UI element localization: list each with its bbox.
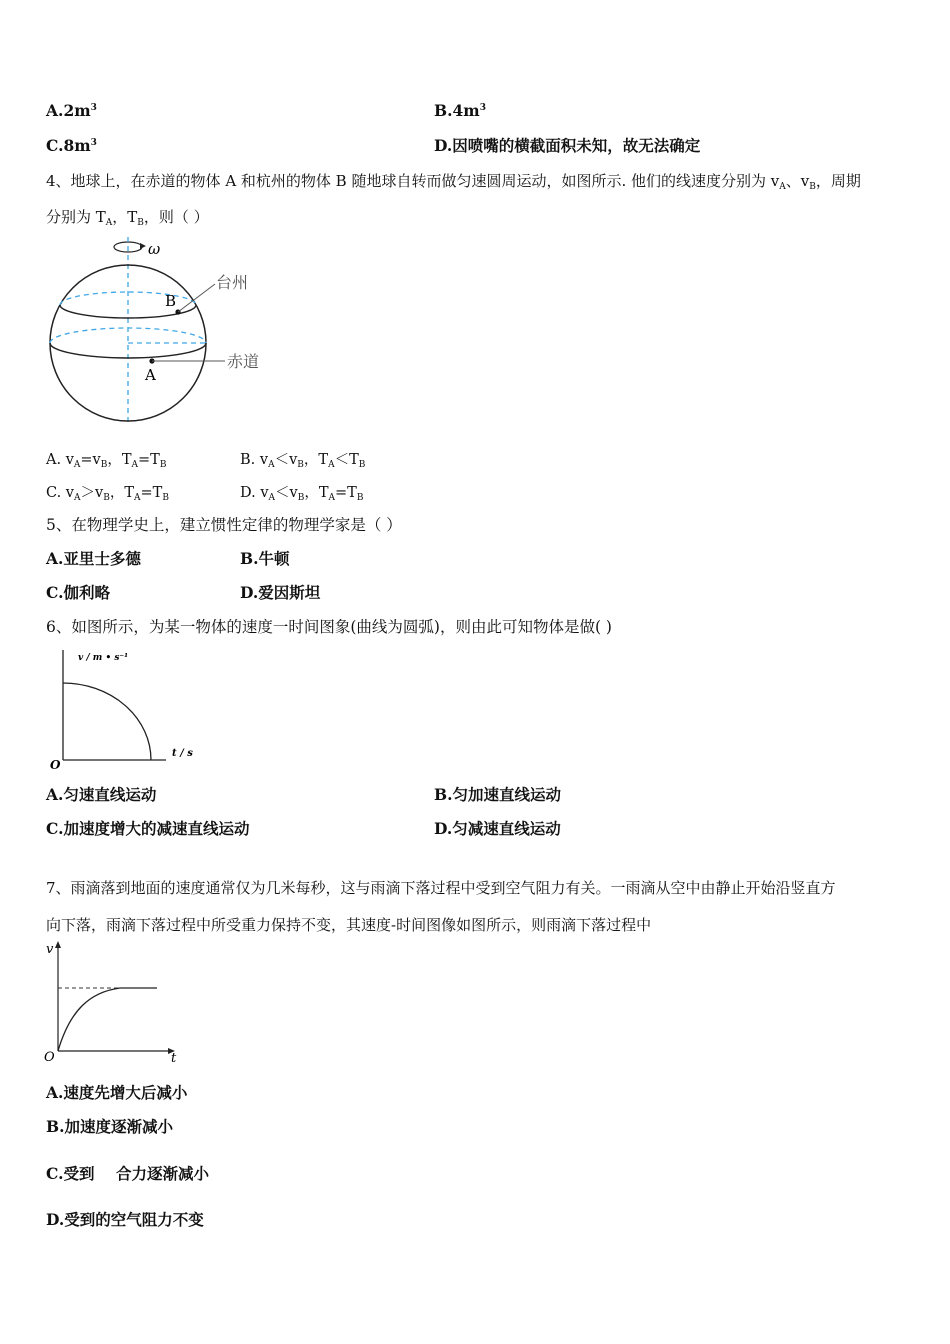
q7-stem-line1: 7、雨滴落到地面的速度通常仅为几米每秒，这与雨滴下落过程中受到空气阻力有关。一雨滴从空中由静止开始沿竖直方 [46,879,836,897]
q7-stem-line2: 向下落，雨滴下落过程中所受重力保持不变，其速度-时间图像如图所示，则雨滴下落过程中 [46,916,652,934]
q5-option-d: D.爱因斯坦 [240,583,321,602]
q4-stem-line2: 分别为 $T_A$，$T_B$，则（ ） [46,208,209,228]
q6-vt-graph [46,648,226,773]
q5-stem: 5、在物理学史上，建立惯性定律的物理学家是（ ） [46,516,402,534]
q6-stem: 6、如图所示，为某一物体的速度一时间图象(曲线为圆弧)，则由此可知物体是做( ) [46,618,612,636]
q3-option-a: $A.2m^3$ [46,101,97,120]
q7-y-axis-label: v [46,942,54,957]
q6-x-axis-label: t / s [172,748,193,759]
q7-y-arrow-icon [55,941,61,948]
omega-arrowhead-icon [140,243,146,249]
q4-earth-figure [40,237,320,437]
omega-label: ω [148,240,161,258]
q4-option-a: A. $v_A=v_B$，$T_A=T_B$ [46,452,167,470]
q6-y-axis-label: v / m • s⁻¹ [78,653,129,663]
q7-velocity-curve [58,988,157,1051]
city-label: 台州 [216,273,249,292]
q3-option-b: $B.4m^3$ [434,101,486,120]
q7-x-axis-label: t [171,1051,177,1066]
q4-option-b: B. $v_A<v_B$，$T_A<T_B$ [240,452,366,470]
q6-option-a: A.匀速直线运动 [46,785,157,804]
q7-option-a: A.速度先增大后减小 [46,1083,188,1102]
q4-stem-line1: 4、地球上，在赤道的物体 A 和杭州的物体 B 随地球自转而做匀速圆周运动，如图所示. 他们的线速度分别为 $v_A$、$v_B$，周期 [46,172,861,192]
q4-option-d: D. $v_A<v_B$，$T_A=T_B$ [240,485,364,503]
q6-velocity-curve [63,683,151,760]
q6-origin-label: O [50,758,61,772]
q6-option-d: D.匀减速直线运动 [434,819,561,838]
q7-vt-graph [40,940,190,1065]
q6-option-c: C.加速度增大的减速直线运动 [46,819,250,838]
q7-origin-label: O [44,1050,55,1065]
q5-option-b: B.牛顿 [240,549,290,568]
q6-option-b: B.匀加速直线运动 [434,785,561,804]
q5-option-a: A.亚里士多德 [46,549,141,568]
q5-option-c: C.伽利略 [46,583,110,602]
q7-option-b: B.加速度逐渐减小 [46,1117,173,1136]
equator-label: 赤道 [227,352,260,371]
q3-option-c: $C.8m^3$ [46,136,97,155]
q4-option-c: C. $v_A>v_B$，$T_A=T_B$ [46,485,169,503]
q3-option-d: D.因喷嘴的横截面积未知，故无法确定 [434,136,701,155]
point-b-label: B [165,292,177,310]
q7-option-c: C.受到 合力逐渐减小 [46,1164,210,1183]
q7-option-d: D.受到的空气阻力不变 [46,1210,204,1229]
point-a-label: A [145,366,156,384]
